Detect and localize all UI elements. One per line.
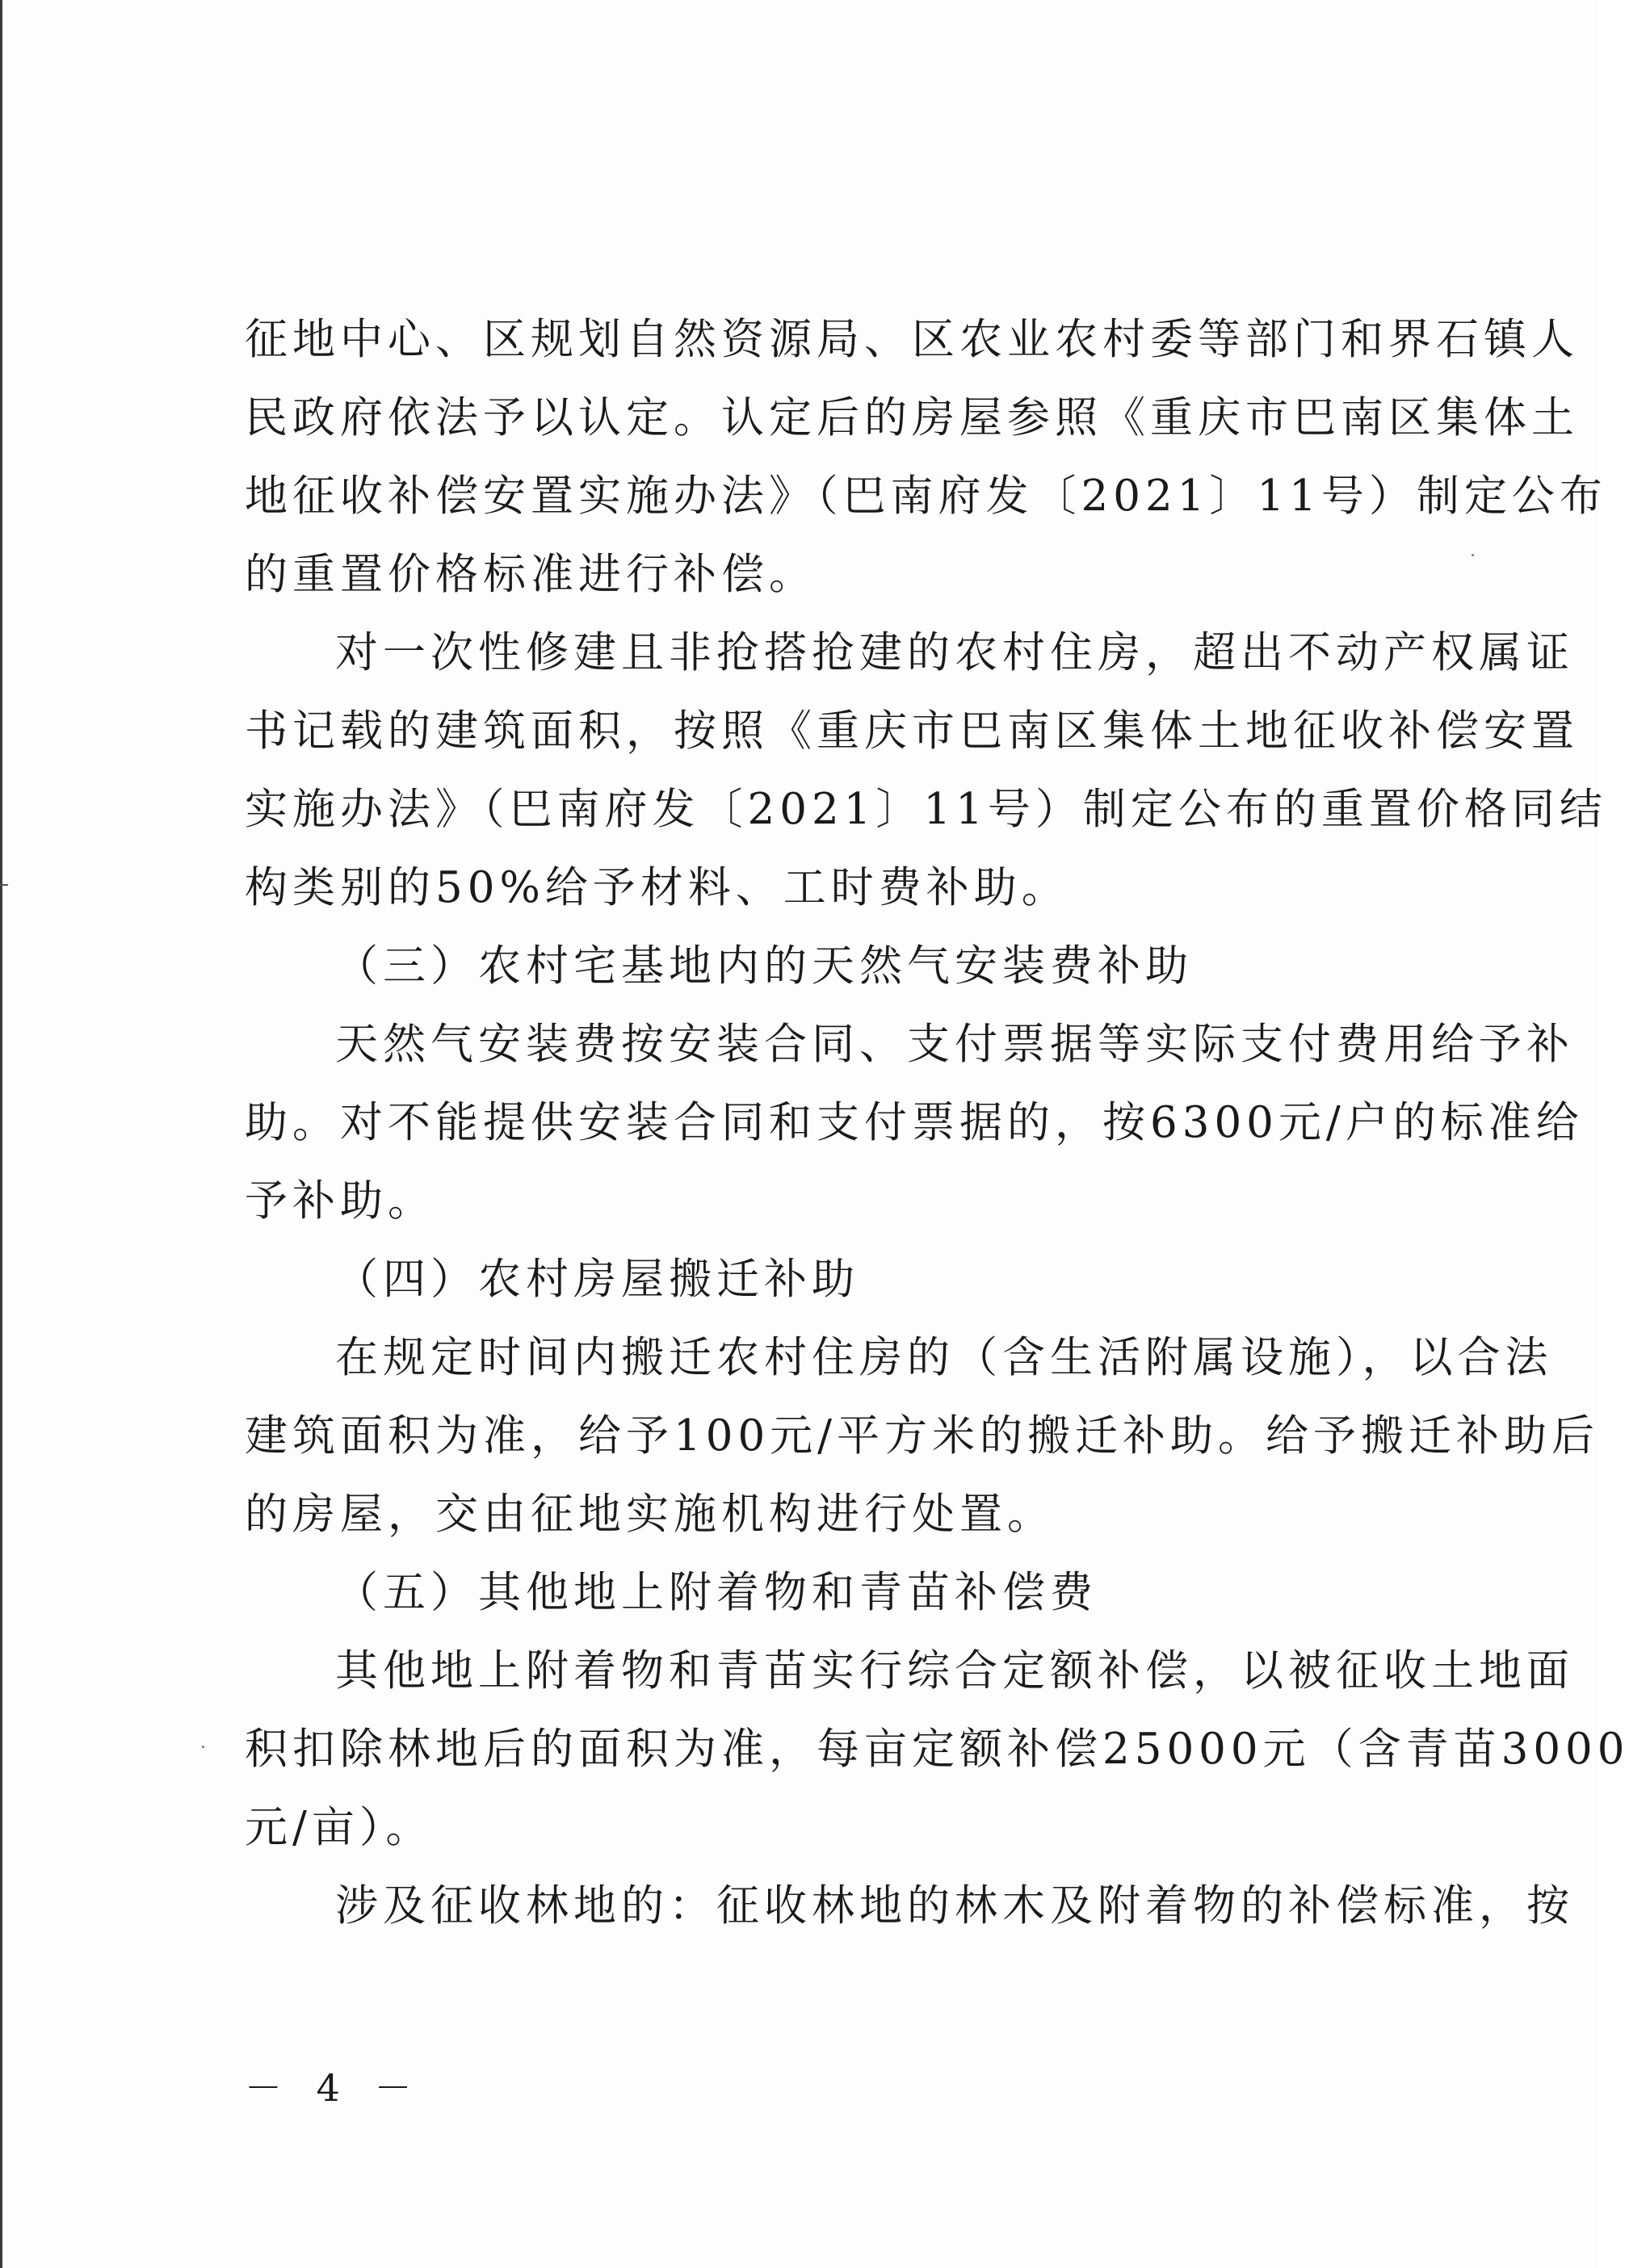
body-line: 的房屋，交由征地实施机构进行处置。: [245, 1490, 1055, 1539]
body-line: 助。对不能提供安装合同和支付票据的，按6300元/户的标准给: [245, 1098, 1584, 1147]
page-number: － 4 －: [245, 2066, 423, 2110]
body-line: 元/亩）。: [245, 1803, 434, 1852]
body-line: 积扣除林地后的面积为准，每亩定额补偿25000元（含青苗3000: [245, 1725, 1629, 1774]
body-line: 对一次性修建且非抢搭抢建的农村住房，超出不动产权属证: [335, 628, 1574, 677]
document-body: [245, 300, 1629, 1945]
scan-border: [0, 0, 2, 2268]
body-line: 征地中心、区规划自然资源局、区农业农村委等部门和界石镇人: [245, 315, 1579, 364]
body-line: 在规定时间内搬迁农村住房的（含生活附属设施），以合法: [335, 1333, 1553, 1382]
body-line: 涉及征收林地的：征收林地的林木及附着物的补偿标准，按: [335, 1881, 1574, 1931]
section-heading: （五）其他地上附着物和青苗补偿费: [335, 1568, 1098, 1617]
scan-speck: [202, 1746, 204, 1748]
section-heading: （三）农村宅基地内的天然气安装费补助: [335, 941, 1193, 991]
body-line: 天然气安装费按安装合同、支付票据等实际支付费用给予补: [335, 1020, 1574, 1069]
body-line: 实施办法》（巴南府发〔2021〕11号）制定公布的重置价格同结: [245, 785, 1607, 834]
body-line: 民政府依法予以认定。认定后的房屋参照《重庆市巴南区集体土: [245, 393, 1579, 442]
body-line: 予补助。: [245, 1176, 435, 1226]
body-line: 地征收补偿安置实施办法》（巴南府发〔2021〕11号）制定公布: [245, 472, 1607, 521]
body-line: 的重置价格标准进行补偿。: [245, 550, 817, 599]
body-line: 建筑面积为准，给予100元/平方米的搬迁补助。给予搬迁补助后: [245, 1411, 1600, 1461]
body-line: 构类别的50%给予材料、工时费补助。: [245, 863, 1069, 912]
body-line: 书记载的建筑面积，按照《重庆市巴南区集体土地征收补偿安置: [245, 706, 1579, 756]
scan-speck: [1472, 554, 1474, 556]
section-heading: （四）农村房屋搬迁补助: [335, 1255, 859, 1304]
scan-mark: [0, 884, 8, 886]
body-line: 其他地上附着物和青苗实行综合定额补偿，以被征收土地面: [335, 1646, 1574, 1696]
